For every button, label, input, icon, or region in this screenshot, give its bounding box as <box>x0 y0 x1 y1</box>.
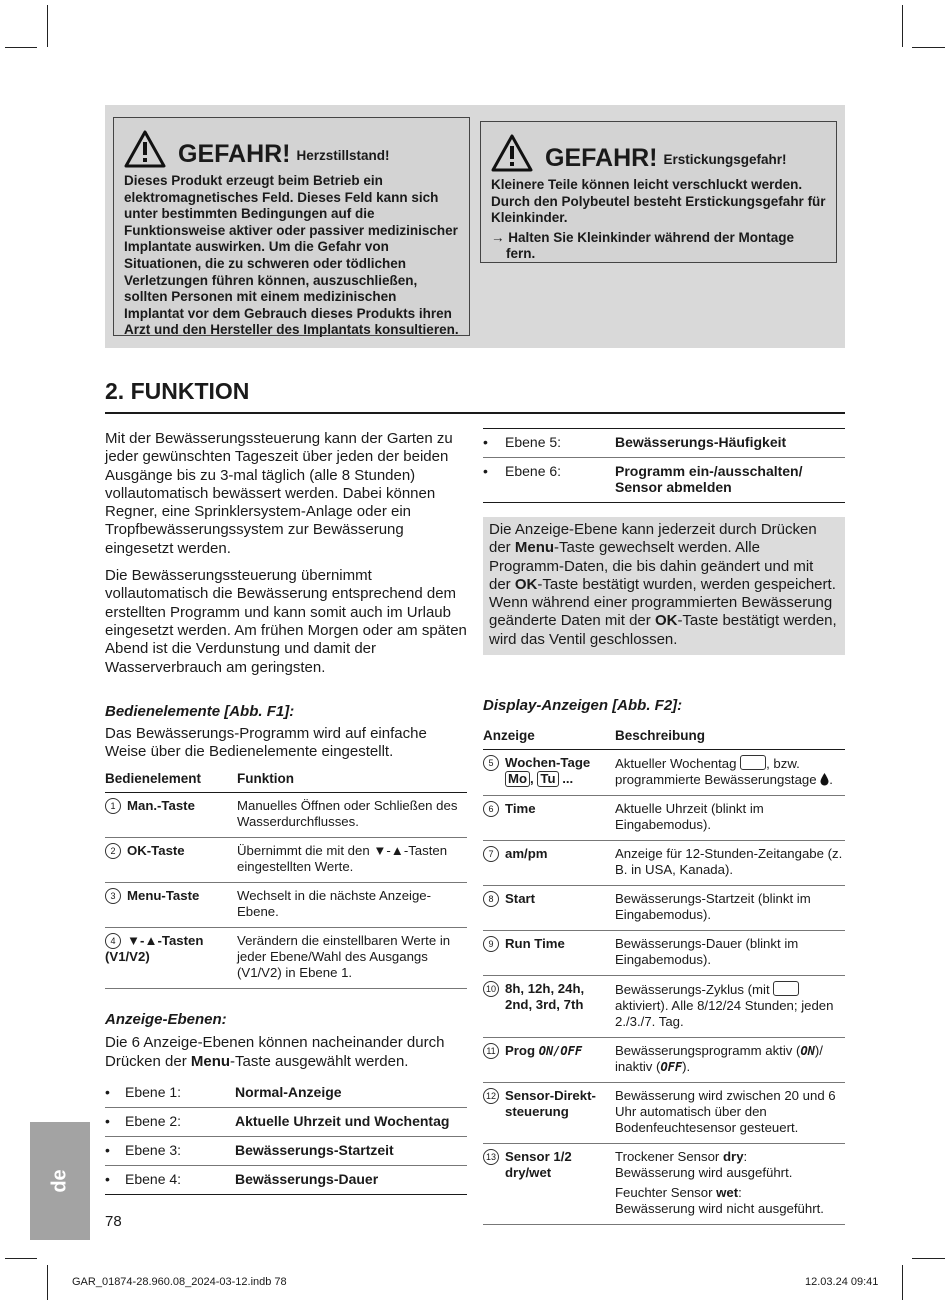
section-rule <box>105 412 845 414</box>
control-label: Menu-Taste <box>127 888 200 904</box>
sensor-dry-line <box>615 1149 845 1181</box>
callout-number: 10 <box>483 981 499 997</box>
display-heading: Display-Anzeigen [Abb. F2]: <box>483 697 683 715</box>
levels-intro <box>105 1034 467 1071</box>
level-label: Ebene 2: <box>125 1108 235 1137</box>
bullet: • <box>483 429 505 458</box>
intro-paragraph: Die Bewässerungssteuerung übernimmt vollautomatisch die Bewässerung entsprechend dem erstellten Programm und kann somit auch im Urlaub eingesetzt werden. Am frühen Morgen oder am späten Abend ist die Verdunstung und damit der Wasserverbrauch am geringsten. <box>105 567 467 676</box>
display-name <box>483 841 615 886</box>
bullet: • <box>105 1166 125 1195</box>
language-tab-label: de <box>48 1169 71 1193</box>
level-label: Ebene 3: <box>125 1137 235 1166</box>
table-row <box>105 838 467 883</box>
warning-subtitle: Erstickungsgefahr! <box>663 152 787 167</box>
warning-header <box>124 126 459 168</box>
display-desc-text: : <box>743 1149 748 1165</box>
crop-mark <box>902 5 903 47</box>
warning-box-choking <box>480 121 837 263</box>
display-desc-text: Bewässerung wird nicht ausgeführt. <box>615 1201 824 1217</box>
sensor-state: wet <box>716 1185 739 1201</box>
control-label: ▼-▲-Tasten (V1/V2) <box>105 933 204 965</box>
level-row <box>105 1079 467 1108</box>
note-box <box>483 517 845 655</box>
crop-mark <box>902 1265 903 1300</box>
levels-intro-text: -Taste ausgewählt werden. <box>230 1052 409 1070</box>
segment-text: ON/OFF <box>538 1044 583 1059</box>
display-label: Run Time <box>505 936 565 952</box>
level-value: Aktuelle Uhrzeit und Wochentag <box>235 1108 467 1137</box>
warning-subtitle: Herzstillstand! <box>296 148 390 163</box>
display-desc-text: Aktueller Wochentag <box>615 756 741 772</box>
controls-table <box>105 765 467 989</box>
display-desc-text: )/ inaktiv ( <box>615 1043 823 1075</box>
level-row <box>105 1137 467 1166</box>
bullet: • <box>105 1079 125 1108</box>
crop-mark <box>5 47 37 48</box>
display-name: 5 Wochen-Tage Mo , Tu ... <box>483 750 615 796</box>
levels-heading: Anzeige-Ebenen: <box>105 1011 227 1029</box>
display-desc: Bewässerungs-Startzeit (blinkt im Eingabemodus). <box>615 886 845 931</box>
controls-heading: Bedienelemente [Abb. F1]: <box>105 702 295 720</box>
callout-number: 1 <box>105 798 121 814</box>
table-row <box>483 841 845 886</box>
warning-box-cardiac <box>113 117 470 336</box>
callout-number: 8 <box>483 891 499 907</box>
table-header-row <box>483 722 845 750</box>
callout-number: 7 <box>483 846 499 862</box>
control-name <box>105 928 237 989</box>
warning-text: Kleinere Teile können leicht verschluckt werden. Durch den Polybeutel besteht Erstickungsgefahr für Kleinkinder. <box>491 177 826 226</box>
table-row <box>105 928 467 989</box>
callout-number: 11 <box>483 1043 499 1059</box>
note-key: Menu <box>514 539 555 557</box>
display-label: 8h, 12h, 24h, 2nd, 3rd, 7th <box>505 981 585 1013</box>
warning-header <box>491 130 826 172</box>
warning-body <box>124 173 459 339</box>
display-desc-text: Bewässerungsprogramm aktiv ( <box>615 1043 801 1059</box>
display-label: Start <box>505 891 536 907</box>
control-desc: Übernimmt die mit den ▼-▲-Tasten eingestellten Werte. <box>237 838 467 883</box>
callout-number: 2 <box>105 843 121 859</box>
callout-number: 4 <box>105 933 121 949</box>
callout-number: 3 <box>105 888 121 904</box>
display-desc: Bewässerung wird zwischen 20 und 6 Uhr automatisch über den Bodenfeuchtesensor gesteuert. <box>615 1083 845 1144</box>
crop-mark <box>47 1265 48 1300</box>
display-label: am/pm <box>505 846 548 862</box>
display-label: Wochen-Tage <box>505 755 591 771</box>
callout-number: 6 <box>483 801 499 817</box>
levels-intro-key: Menu <box>190 1052 231 1070</box>
level-row <box>483 429 845 458</box>
footer-timestamp: 12.03.24 09:41 <box>805 1276 879 1288</box>
display-name <box>483 976 615 1038</box>
note-text: -Taste bestätigt werden, wird das Ventil geschlossen. <box>489 612 837 648</box>
table-row <box>483 886 845 931</box>
control-desc: Verändern die einstellbaren Werte in jeder Ebene/Wahl des Ausgangs (V1/V2) in Ebene 1. <box>237 928 467 989</box>
table-row <box>483 796 845 841</box>
table-header: Bedienelement <box>105 765 237 793</box>
language-tab <box>30 1122 90 1240</box>
level-label: Ebene 4: <box>125 1166 235 1195</box>
level-value: Bewässerungs-Dauer <box>235 1166 467 1195</box>
display-name <box>483 1083 615 1144</box>
controls-intro: Das Bewässerungs-Programm wird auf einfache Weise über die Bedienelemente eingestellt. <box>105 724 427 761</box>
callout-number: 12 <box>483 1088 499 1104</box>
warning-body <box>491 177 826 263</box>
note-text: Die Anzeige-Ebene kann jederzeit durch Drücken der <box>489 521 817 557</box>
control-name <box>105 838 237 883</box>
table-row <box>483 1083 845 1144</box>
levels-table-left <box>105 1079 467 1195</box>
display-label: Time <box>505 801 536 817</box>
display-ellipsis: ... <box>562 771 574 787</box>
left-column <box>105 430 467 1195</box>
table-row <box>483 750 845 796</box>
page-number: 78 <box>105 1213 122 1230</box>
level-label: Ebene 5: <box>505 429 615 458</box>
display-name <box>483 931 615 976</box>
bullet: • <box>105 1137 125 1166</box>
crop-mark <box>47 5 48 47</box>
control-name <box>105 883 237 928</box>
intro-paragraph: Mit der Bewässerungssteuerung kann der Garten zu jeder gewünschten Tageszeit über jeden der beiden Ausgänge bis zu 3-mal täglich (alle 8 Stunden) vollautomatisch bewässert werden. Dabei können Regner, eine Sprinklersystem-Anlage oder ein Tropfbewässerungssystem zur Bewässerung eingesetzt werden. <box>105 430 453 557</box>
display-name <box>483 796 615 841</box>
control-label: Man.-Taste <box>127 798 195 814</box>
warning-text: Dieses Produkt erzeugt beim Betrieb ein elektromagnetisches Feld. Dieses Feld kann sich unter bestimmten Bedingungen auf die Funktionsweise aktiver oder passiver medizinischer Implantate auswirken. Um die Gefahr von Situationen, die zu schweren oder tödlichen Verletzungen führen können, auszuschließen, sollten Personen mit einem medizinischen Implantat vor dem Gebrauch dieses Produkts ihren Arzt und den Hersteller des Implantats konsultieren. <box>124 173 459 338</box>
display-desc-text: , bzw. programmierte Bewässerungstage <box>615 756 821 788</box>
table-row <box>483 976 845 1038</box>
table-header: Funktion <box>237 765 467 793</box>
table-row <box>105 793 467 838</box>
table-row <box>483 1144 845 1225</box>
table-header-row <box>105 765 467 793</box>
table-header: Beschreibung <box>615 722 845 750</box>
note-text: -Taste bestätigt wurden, werden gespeichert. Wenn während einer programmierten Bewässerung geänderte Daten mit der <box>489 575 836 630</box>
display-desc-text: Feuchter Sensor <box>615 1185 717 1201</box>
display-desc: Aktueller Wochentag , bzw. programmierte Bewässerungstage . <box>615 750 845 796</box>
table-row <box>483 1038 845 1083</box>
callout-number: 13 <box>483 1149 499 1165</box>
control-desc: Manuelles Öffnen oder Schließen des Wasserdurchflusses. <box>237 793 467 838</box>
cycle-frame-icon <box>773 981 799 996</box>
crop-mark <box>912 47 945 48</box>
display-desc-text: Bewässerungs-Zyklus (mit <box>615 982 774 998</box>
display-desc <box>615 1038 845 1083</box>
note-key: OK <box>514 575 538 593</box>
level-row <box>483 458 845 503</box>
level-value: Bewässerungs-Häufigkeit <box>615 429 845 458</box>
bullet: • <box>483 458 505 503</box>
display-desc <box>615 1144 845 1225</box>
display-desc-text: aktiviert). Alle 8/12/24 Stunden; jeden 2./3./7. Tag. <box>615 998 834 1030</box>
warning-action: → Halten Sie Kleinkinder während der Montage fern. <box>491 229 795 262</box>
display-desc <box>615 976 845 1038</box>
display-desc-text: Bewässerung wird ausgeführt. <box>615 1165 793 1181</box>
bullet: • <box>105 1108 125 1137</box>
display-desc-text: ). <box>682 1059 691 1075</box>
display-desc-text: Trockener Sensor <box>615 1149 723 1165</box>
display-label: Prog <box>505 1043 536 1059</box>
level-value: Normal-Anzeige <box>235 1079 467 1108</box>
levels-table-right <box>483 428 845 503</box>
segment-text: ON <box>800 1044 815 1059</box>
display-desc: Aktuelle Uhrzeit (blinkt im Eingabemodus). <box>615 796 845 841</box>
crop-mark <box>912 1258 945 1259</box>
warning-title: GEFAHR! <box>545 144 658 172</box>
level-value: Bewässerungs-Startzeit <box>235 1137 467 1166</box>
weekday-key: Tu <box>537 771 558 787</box>
note-text: -Taste gewechselt werden. Alle Programm-Daten, die bis dahin geändert und mit der <box>489 539 814 593</box>
display-name <box>483 886 615 931</box>
footer-file-info: GAR_01874-28.960.08_2024-03-12.indb 78 <box>72 1276 287 1288</box>
crop-mark <box>5 1258 37 1259</box>
note-key: OK <box>654 612 678 630</box>
sensor-wet-line <box>615 1185 845 1217</box>
display-desc: Anzeige für 12-Stunden-Zeitangabe (z. B. in USA, Kanada). <box>615 841 845 886</box>
day-frame-icon <box>740 755 766 770</box>
display-label: Sensor-Direkt-steuerung <box>505 1088 596 1120</box>
display-name <box>483 1144 615 1225</box>
sensor-state: dry <box>723 1149 744 1165</box>
control-label: OK-Taste <box>127 843 185 859</box>
warning-triangle-icon <box>124 130 166 168</box>
level-row <box>105 1166 467 1195</box>
level-label: Ebene 6: <box>505 458 615 503</box>
callout-number: 5 <box>483 755 499 771</box>
level-label: Ebene 1: <box>125 1079 235 1108</box>
right-column <box>483 428 845 1225</box>
segment-text: OFF <box>660 1060 683 1075</box>
control-name <box>105 793 237 838</box>
display-name <box>483 1038 615 1083</box>
levels-intro-text: Die 6 Anzeige-Ebenen können nacheinander durch Drücken der <box>105 1034 445 1070</box>
table-row <box>105 883 467 928</box>
table-header: Anzeige <box>483 722 615 750</box>
level-row <box>105 1108 467 1137</box>
control-desc: Wechselt in die nächste Anzeige-Ebene. <box>237 883 467 928</box>
water-drop-icon <box>820 773 829 786</box>
weekday-key: Mo <box>505 771 530 787</box>
warning-title: GEFAHR! <box>178 140 291 168</box>
display-table <box>483 722 845 1225</box>
callout-number: 9 <box>483 936 499 952</box>
level-value: Programm ein-/ausschalten/ Sensor abmelden <box>615 458 845 503</box>
display-desc-text: : <box>738 1185 742 1201</box>
display-desc: Bewässerungs-Dauer (blinkt im Eingabemodus). <box>615 931 845 976</box>
table-row <box>483 931 845 976</box>
warning-triangle-icon <box>491 134 533 172</box>
section-title: 2. FUNKTION <box>105 378 250 404</box>
display-label: Sensor 1/2 dry/wet <box>505 1149 572 1181</box>
